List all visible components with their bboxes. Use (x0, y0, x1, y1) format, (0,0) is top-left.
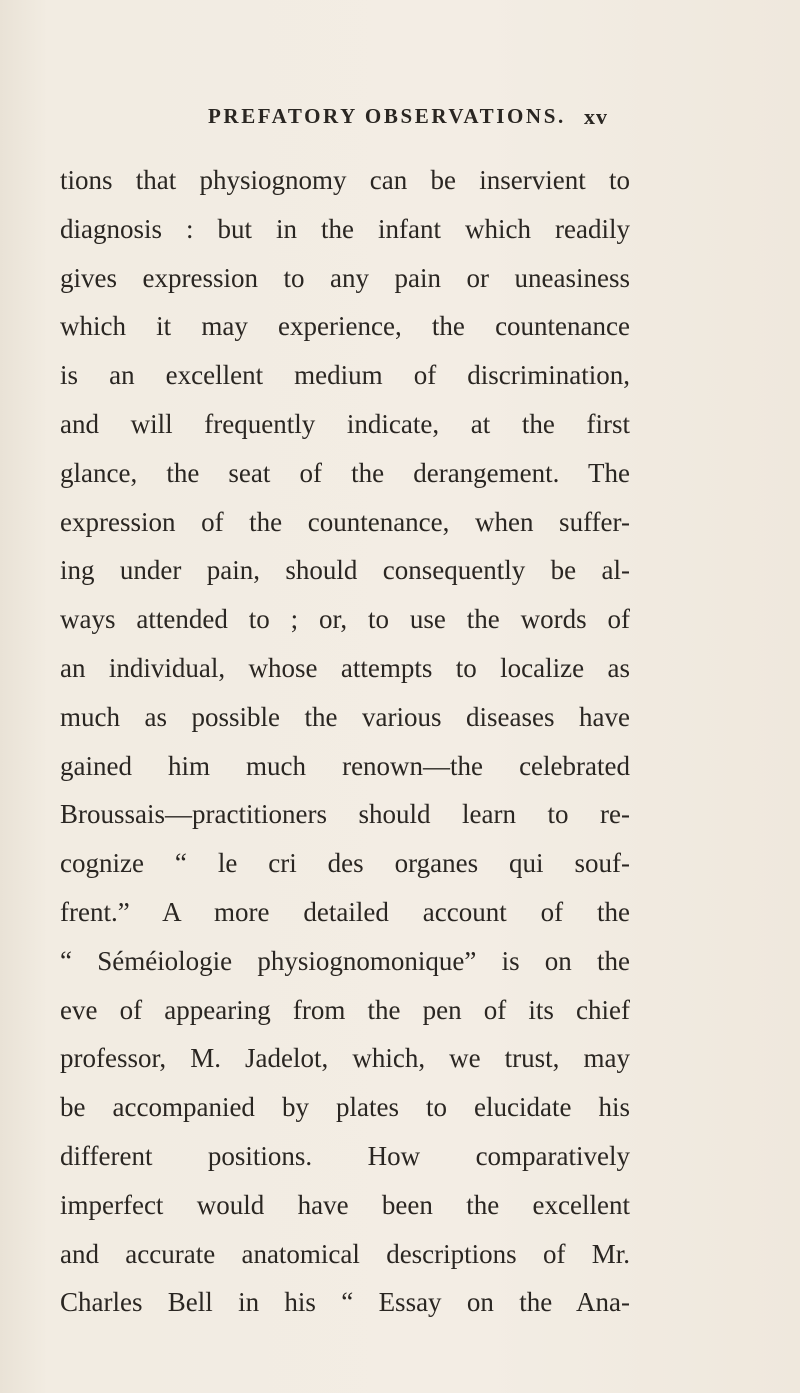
running-head-title: PREFATORY OBSERVATIONS. (208, 104, 566, 128)
text-line: different positions. How comparatively (60, 1140, 630, 1171)
text-line: much as possible the various diseases have (60, 701, 630, 732)
text-line: ing under pain, should consequently be al- (60, 555, 630, 586)
text-line: cognize “ le cri des organes qui souf- (60, 848, 630, 879)
text-line: imperfect would have been the excellent (60, 1189, 630, 1220)
text-line: “ Séméiologie physiognomonique” is on the (60, 945, 630, 976)
text-line: is an excellent medium of discrimination, (60, 360, 630, 391)
text-line: tions that physiognomy can be inservient to (60, 165, 630, 195)
text-line: professor, M. Jadelot, which, we trust, may (60, 1043, 630, 1074)
text-line: Charles Bell in his “ Essay on the Ana- (60, 1287, 630, 1318)
text-line: gained him much renown—the celebrated (60, 750, 630, 781)
text-line: which it may experience, the countenance (60, 311, 630, 342)
text-line: be accompanied by plates to elucidate his (60, 1092, 630, 1123)
text-line: ways attended to ; or, to use the words of (60, 604, 630, 635)
text-line: eve of appearing from the pen of its chief (60, 994, 630, 1025)
text-line: expression of the countenance, when suffer- (60, 506, 630, 537)
text-line: an individual, whose attempts to localize as (60, 652, 630, 683)
text-line: Broussais—practitioners should learn to re- (60, 799, 630, 830)
running-head (0, 104, 800, 134)
text-line: gives expression to any pain or uneasiness (60, 262, 630, 293)
text-line: and accurate anatomical descriptions of Mr. (60, 1238, 630, 1269)
text-line: diagnosis : but in the infant which readily (60, 213, 630, 244)
body-paragraph (60, 160, 630, 1331)
page-number: xv (584, 104, 608, 129)
text-line: glance, the seat of the derangement. The (60, 457, 630, 488)
text-line: and will frequently indicate, at the first (60, 408, 630, 439)
text-line: frent.” A more detailed account of the (60, 896, 630, 927)
